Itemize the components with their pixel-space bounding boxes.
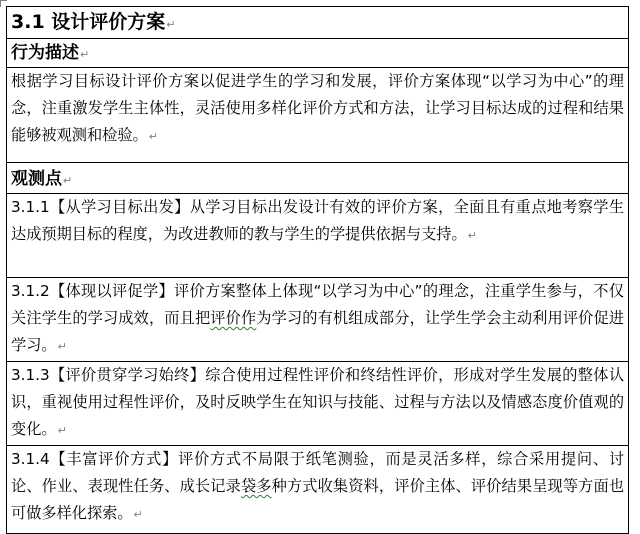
observation-item-row <box>7 445 628 533</box>
paragraph-mark-icon: ↵ <box>166 18 176 31</box>
observation-item <box>11 362 624 444</box>
section-title: 3.1 设计评价方案 <box>11 11 166 33</box>
observation-item <box>11 446 624 528</box>
observation-item <box>11 278 624 360</box>
paragraph-mark-icon: ↵ <box>57 424 67 437</box>
evaluation-plan-table <box>6 6 629 534</box>
behavior-text: 根据学习目标设计评价方案以促进学生的学习和发展，评价方案体现“以学习为中心”的理念，注重激发学生主体性，灵活使用多样化评价方式和方法，让学习目标达成的过程和结果能够被观测和检验。 <box>11 72 624 144</box>
behavior-description-row <box>7 67 628 162</box>
paragraph-mark-icon: ↵ <box>148 130 158 143</box>
spellcheck-underlined-text: 评价作 <box>210 309 257 327</box>
item-tag: 【丰富评价方式】 <box>49 450 179 468</box>
observation-item-row <box>7 193 628 277</box>
paragraph-mark-icon: ↵ <box>133 508 143 521</box>
item-text: 综合使用过程性评价和终结性评价，形成对学生发展的整体认识，重视使用过程性评价，及时反映学生在知识与技能、过程与方法以及情感态度价值观的变化。 <box>11 366 625 438</box>
item-text: 评价方式不局限于纸笔测验，而是灵活多样，综合采用提问、讨论、作业、表现性任务、成长记录 <box>11 450 625 495</box>
paragraph-mark-icon: ↵ <box>467 229 477 242</box>
item-code: 3.1.2 <box>11 282 50 300</box>
item-code: 3.1.4 <box>11 450 50 468</box>
behavior-heading: 行为描述 <box>11 43 79 63</box>
item-tag: 【从学习目标出发】 <box>49 198 190 216</box>
observation-heading-row <box>7 162 628 193</box>
behavior-description <box>11 68 624 150</box>
section-title-row <box>7 7 628 38</box>
item-code: 3.1.1 <box>11 198 50 216</box>
observation-item <box>11 194 624 249</box>
observation-item-row <box>7 361 628 445</box>
paragraph-mark-icon: ↵ <box>63 174 73 187</box>
item-text-rest: 种方式收集资料，评价主体、评价结果呈现等方面也可做多样化探索。 <box>11 477 625 522</box>
observation-item-row <box>7 277 628 361</box>
spellcheck-underlined-text: 袋多 <box>240 477 272 495</box>
item-text-rest: 为学习的有机组成部分，让学生学会主动利用评价促进学习。 <box>11 309 625 354</box>
paragraph-mark-icon: ↵ <box>80 48 90 61</box>
item-tag: 【评价贯穿学习始终】 <box>49 366 206 384</box>
paragraph-mark-icon: ↵ <box>57 340 67 353</box>
item-code: 3.1.3 <box>11 366 50 384</box>
observation-heading: 观测点 <box>11 169 62 189</box>
item-tag: 【体现以评促学】 <box>49 282 174 300</box>
item-text: 评价方案整体上体现“以学习为中心”的理念，注重学生参与，不仅关注学生的学习成效，而且把 <box>11 282 624 327</box>
item-text: 从学习目标出发设计有效的评价方案，全面且有重点地考察学生达成预期目标的程度，为改进教师的教与学生的学提供依据与支持。 <box>11 198 625 243</box>
behavior-heading-row <box>7 38 628 67</box>
